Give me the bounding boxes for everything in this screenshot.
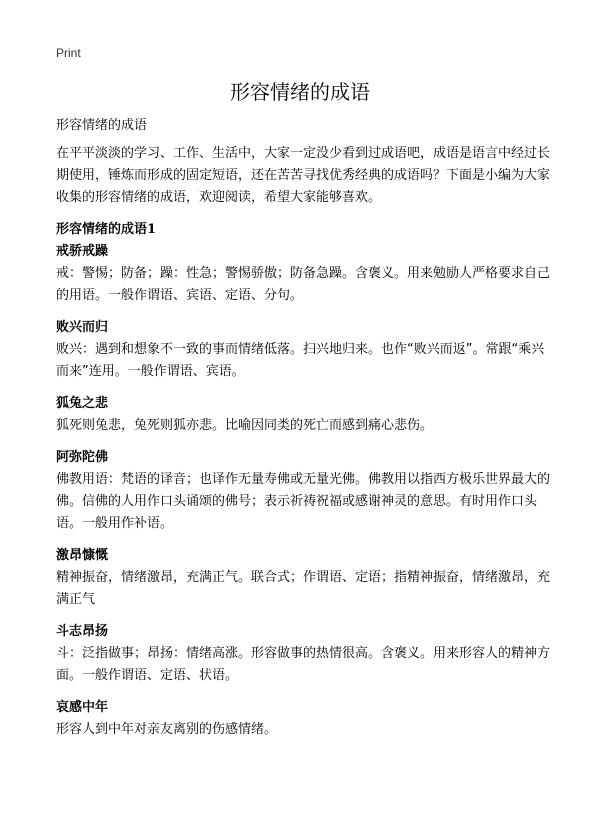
idiom-entry [56, 545, 550, 611]
section-title: 形容情绪的成语1 [56, 222, 157, 237]
idiom-title: 狐兔之悲 [56, 396, 109, 411]
idiom-title: 阿弥陀佛 [56, 450, 109, 465]
article-intro: 在平平淡淡的学习、工作、生活中，大家一定没少看到过成语吧，成语是语言中经过长期使用，锤炼而形成的固定短语，还在苦苦寻找优秀经典的成语吗？下面是小编为大家收集的形容情绪的成语，欢迎阅读，希望大家能够喜欢。 [56, 146, 551, 205]
idiom-definition: 佛教用语：梵语的译音；也译作无量寿佛或无量光佛。佛教用以指西方极乐世界最大的佛。信佛的人用作口头诵颂的佛号；表示祈祷祝福或感谢神灵的意思。有时用作口头语。一般用作补语。 [56, 472, 551, 531]
idiom-entry [56, 697, 550, 741]
article-subtitle: 形容情绪的成语 [56, 118, 148, 133]
article-body [56, 115, 550, 751]
idiom-entry [56, 447, 550, 535]
idiom-entry [56, 621, 550, 687]
idiom-title: 败兴而归 [56, 320, 109, 335]
idiom-title: 哀感中年 [56, 700, 109, 715]
idiom-definition: 斗：泛指做事；昂扬：情绪高涨。形容做事的热情很高。含褒义。用来形容人的精神方面。一般作谓语、定语、状语。 [56, 646, 551, 683]
print-label: Print [56, 46, 81, 60]
idiom-entry [56, 241, 550, 307]
idiom-definition: 败兴：遇到和想象不一致的事而情绪低落。扫兴地归来。也作“败兴而返”。常跟“乘兴而来”连用。一般作谓语、宾语。 [56, 342, 545, 379]
idiom-title: 斗志昂扬 [56, 624, 109, 639]
idiom-title: 戒骄戒躁 [56, 244, 109, 259]
idiom-definition: 精神振奋，情绪激昂，充满正气。联合式；作谓语、定语；指精神振奋，情绪激昂，充满正气 [56, 570, 551, 607]
idiom-definition: 形容人到中年对亲友离别的伤感情绪。 [56, 722, 278, 737]
idiom-title: 激昂慷慨 [56, 548, 109, 563]
page-title: 形容情绪的成语 [230, 80, 370, 104]
idiom-entry [56, 317, 550, 383]
idiom-definition: 戒：警惕；防备；躁：性急；警惕骄傲；防备急躁。含褒义。用来勉励人严格要求自己的用语。一般作谓语、宾语、定语、分句。 [56, 266, 551, 303]
idiom-entry [56, 393, 550, 437]
idiom-definition: 狐死则兔悲，兔死则狐亦悲。比喻因同类的死亡而感到痛心悲伤。 [56, 418, 434, 433]
